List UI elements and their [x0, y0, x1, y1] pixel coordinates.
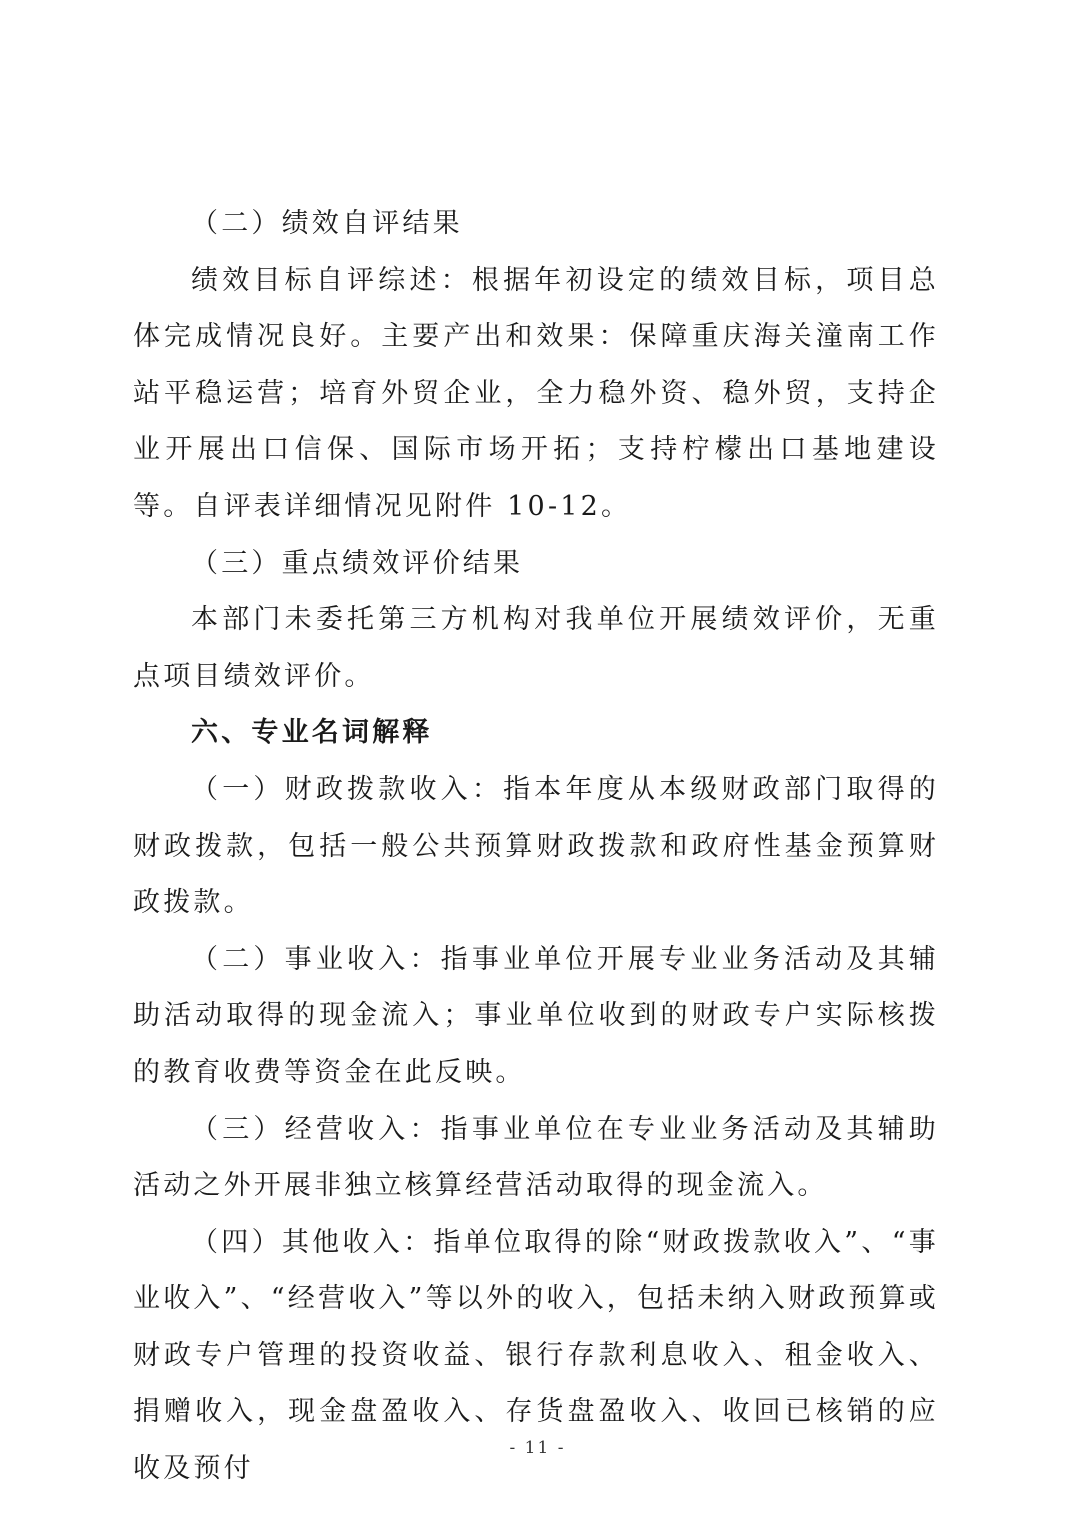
- term-label: （一）财政拨款收入：: [191, 773, 504, 805]
- section-heading-key-performance-evaluation: （三）重点绩效评价结果: [191, 547, 524, 579]
- term-label: （四）其他收入：: [191, 1226, 434, 1258]
- chapter-heading-terminology: 六、专业名词解释: [191, 717, 433, 749]
- term-definition: 指事业单位在专业业务活动及其辅助活动之外开展非独立核算经营活动取得的现金流入。: [133, 1113, 939, 1202]
- term-definition: 指单位取得的除“财政拨款收入”、“事业收入”、“经营收入”等以外的收入，包括未纳入财政预算或财政专户管理的投资收益、银行存款利息收入、租金收入、捐赠收入，现金盘盈收入、存货盘盈收入、收回已核销的应收及预付: [133, 1226, 940, 1485]
- section-heading-performance-self-evaluation: （二）绩效自评结果: [191, 208, 463, 239]
- term-paragraph: [133, 932, 939, 1102]
- term-definition: 指事业单位开展专业业务活动及其辅助活动取得的现金流入；事业单位收到的财政专户实际核拨的教育收费等资金在此反映。: [133, 943, 939, 1088]
- term-definition: 指本年度从本级财政部门取得的财政拨款，包括一般公共预算财政拨款和政府性基金预算财政拨款。: [133, 773, 939, 919]
- page-number: - 11 -: [509, 1438, 566, 1458]
- paragraph-performance-self-evaluation: 绩效目标自评综述：根据年初设定的绩效目标，项目总体完成情况良好。主要产出和效果：保障重庆海关潼南工作站平稳运营；培育外贸企业，全力稳外资、稳外贸，支持企业开展出口信保、国际市场开拓；支持柠檬出口基地建设等。自评表详细情况见附件 10-12。: [133, 264, 939, 522]
- document-body: [133, 196, 939, 1498]
- term-label: （二）事业收入：: [191, 943, 441, 975]
- term-paragraph: [133, 762, 939, 932]
- term-label: （三）经营收入：: [191, 1113, 441, 1145]
- term-paragraph: [133, 1102, 939, 1215]
- paragraph-key-performance-evaluation: 本部门未委托第三方机构对我单位开展绩效评价，无重点项目绩效评价。: [133, 604, 939, 692]
